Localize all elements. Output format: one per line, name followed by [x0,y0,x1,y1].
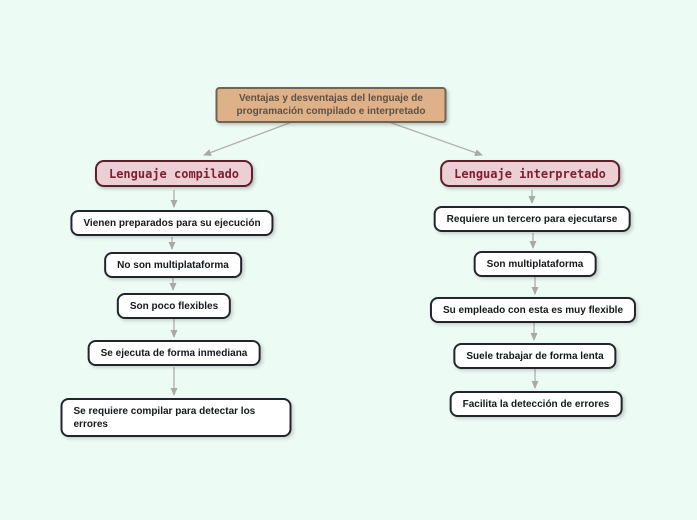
branch-compiled-node[interactable]: Lenguaje compilado [95,160,253,187]
branch-interpreted-node[interactable]: Lenguaje interpretado [440,160,620,187]
interpreted-item-4[interactable]: Suele trabajar de forma lenta [453,343,616,369]
compiled-item-2[interactable]: No son multiplataforma [104,252,242,278]
compiled-item-4[interactable]: Se ejecuta de forma inmediana [88,340,261,366]
interpreted-item-1[interactable]: Requiere un tercero para ejecutarse [434,206,631,232]
connector-root-compiled [204,122,292,155]
compiled-item-5[interactable]: Se requiere compilar para detectar los errores [61,398,292,437]
compiled-item-3[interactable]: Son poco flexibles [117,293,231,319]
interpreted-item-5[interactable]: Facilita la detección de errores [450,391,623,417]
root-node[interactable]: Ventajas y desventajas del lenguaje de programación compilado e interpretado [216,87,447,123]
compiled-item-1[interactable]: Vienen preparados para su ejecución [70,210,273,236]
connector-root-interpreted [389,122,482,155]
interpreted-item-3[interactable]: Su empleado con esta es muy flexible [430,297,636,323]
interpreted-item-2[interactable]: Son multiplataforma [474,251,597,277]
